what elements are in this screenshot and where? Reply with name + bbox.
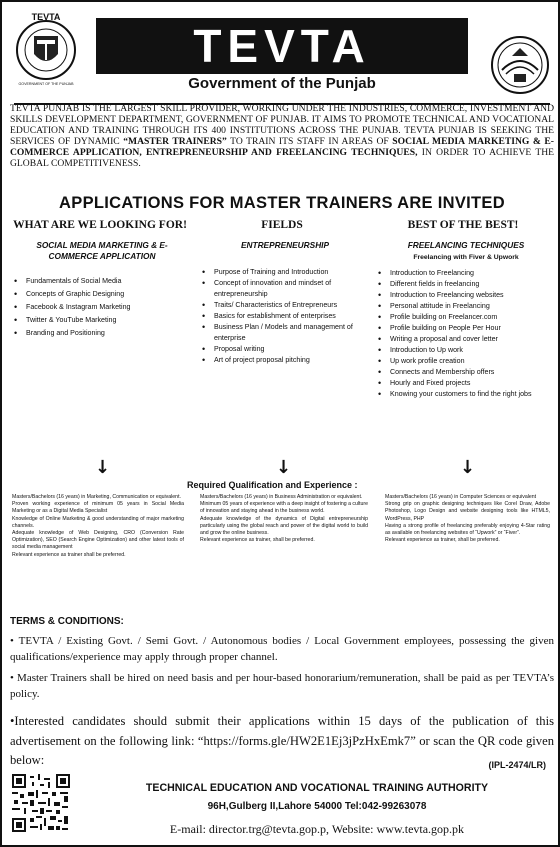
topic-item: • Basics for establishment of enterprises — [200, 311, 370, 322]
requirements-freelancing — [385, 494, 550, 544]
requirement-line: Having a strong profile of freelancing preferably enjoying 4-Star rating as available on freelancing websites of “Upwork” or “Fiver”. — [385, 522, 550, 537]
requirement-line: Relevant experience as trainer, shall be preferred. — [200, 537, 315, 544]
punjab-seal-icon — [488, 34, 552, 96]
topic-item: • Branding and Positioning — [12, 328, 192, 339]
term-application-link: •Interested candidates should submit their applications within 15 days of the publication of this advertisement on the following link: “https://forms.gle/HW2E1Ej3jPzHxEmk7” or scan the QR code given below: — [10, 714, 554, 767]
requirement-line: Knowledge of Online Marketing & good understanding of major marketing channels. — [12, 515, 184, 529]
page-title: TEVTA — [96, 18, 468, 74]
field-title: ENTREPRENEURSHIP — [240, 240, 330, 250]
topic-item: • Introduction to Up work — [376, 345, 556, 356]
topic-item: • Connects and Membership offers — [376, 367, 556, 378]
logo-text: TEVTA — [31, 12, 61, 22]
topic-item: • Twitter & YouTube Marketing — [12, 315, 192, 326]
requirement-line: Masters/Bachelors (16 years) in Marketing, Communication or equivalent. — [12, 494, 181, 500]
intro-bold-2: SOCIAL MEDIA MARKETING & E-COMMERCE APPLICATION, ENTREPRENEURSHIP AND FREELANCING TECHNIQUES, — [10, 136, 555, 159]
term-remuneration: • Master Trainers shall be hired on need basis and per hour-based honorarium/remuneration, shall be paid as per TEVTA’s policy. — [10, 672, 554, 700]
field-column-entrepreneurship — [200, 240, 370, 366]
column-heading-looking-for: WHAT ARE WE LOOKING FOR! — [13, 219, 187, 231]
field-column-freelancing — [376, 240, 556, 400]
topic-item: • Facebook & Instagram Marketing — [12, 302, 192, 313]
footer-contact: E-mail: director.trg@tevta.gop.p, Website: www.tevta.gop.pk — [169, 822, 465, 836]
requirement-line: Adequate knowledge of the dynamics of Digital entrepreneurship particularly using the global reach and power of the digital world to build and grow the online business. — [200, 515, 368, 537]
topic-item: • Up work profile creation — [376, 356, 556, 367]
down-arrow-icon: ↓ — [276, 457, 292, 478]
topic-item: • Purpose of Training and Introduction — [200, 267, 370, 278]
logo-ring-text: GOVERNMENT OF THE PUNJAB — [18, 82, 74, 86]
intro-paragraph — [10, 103, 554, 170]
topic-item: • Profile building on Freelancer.com — [376, 312, 556, 323]
column-heading-best: BEST OF THE BEST! — [407, 219, 519, 231]
topic-item: • Art of project proposal pitching — [200, 355, 370, 366]
topic-list — [12, 276, 192, 339]
qr-code-icon[interactable] — [12, 774, 70, 832]
topic-item: • Introduction to Freelancing websites — [376, 290, 556, 301]
intro-text-1: TEVTA PUNJAB IS THE LARGEST SKILL PROVIDER, WORKING UNDER THE INDUSTRIES, COMMERCE, INVESTMENT AND SKILLS DEVELOPMENT DEPARTMENT, GOVERNMENT OF PUNJAB. IT AIMS TO PROMOTE TECHNICAL AND VOCATIONAL EDUCATION AND TRAINING THROUGH ITS 400 INSTITUTIONS ACROSS THE PUNJAB. TEVTA PUNJAB IS SEEKING THE SERVICES OF DYNAMIC — [10, 103, 554, 148]
down-arrow-icon: ↓ — [460, 457, 476, 478]
field-title: FREELANCING TECHNIQUES — [407, 240, 525, 250]
page-subtitle: Government of the Punjab — [188, 75, 376, 92]
main-headline: APPLICATIONS FOR MASTER TRAINERS ARE INVITED — [59, 194, 505, 212]
footer-address: 96H,Gulberg II,Lahore 54000 Tel:042-99263078 — [207, 801, 427, 812]
requirement-line: Proven working experience of minimum 05 years in Social Media Marketing or as a Digital Media Specialist — [12, 501, 184, 515]
tevta-logo-icon — [14, 10, 78, 88]
requirement-line: Strong grip on graphic designing techniques like Corel Draw, Adobe Photoshop, Logo Design and website designing tools like HTML5, WordPress, PHP — [385, 501, 550, 522]
topic-item: • Traits/ Characteristics of Entrepreneurs — [200, 300, 370, 311]
requirement-line: Relevant experience as trainer, shall be preferred. — [385, 537, 500, 544]
requirement-line: Relevant experience as trainer shall be preferred. — [12, 551, 126, 558]
intro-bold-1: “MASTER TRAINERS” — [123, 136, 227, 148]
footer-organization: TECHNICAL EDUCATION AND VOCATIONAL TRAINING AUTHORITY — [145, 782, 489, 794]
requirement-line: Masters/Bachelors (16 years) in Business Administration or equivalent. — [200, 494, 363, 500]
field-subtitle: Freelancing with Fiver & Upwork — [413, 254, 519, 261]
requirement-line: Adequate knowledge of Web Designing, CRO (Conversion Rate Optimization), SEO (Search Engine Optimization) and other latest tools of social media management — [12, 530, 184, 551]
topic-item: • Concepts of Graphic Designing — [12, 289, 192, 300]
topic-item: • Different fields in freelancing — [376, 279, 556, 290]
column-heading-fields: FIELDS — [261, 219, 303, 231]
intro-text-3: IN ORDER TO ACHIEVE THE GLOBAL COMPETITIVENESS. — [10, 147, 554, 170]
intro-text-2: TO TRAIN ITS STAFF IN AREAS OF — [226, 136, 393, 148]
topic-list — [376, 268, 556, 400]
down-arrow-icon: ↓ — [95, 457, 111, 478]
requirements-heading: Required Qualification and Experience : — [187, 480, 358, 490]
field-column-social-media — [12, 240, 192, 341]
terms-heading: TERMS & CONDITIONS: — [10, 616, 124, 627]
topic-item: • Personal attitude in Freelancing — [376, 301, 556, 312]
topic-item: • Profile building on People Per Hour — [376, 323, 556, 334]
topic-item: • Introduction to Freelancing — [376, 268, 556, 279]
field-title: SOCIAL MEDIA MARKETING & E-COMMERCE APPLICATION — [36, 240, 168, 261]
topic-item: • Knowing your customers to find the right jobs — [376, 389, 556, 400]
topic-item: • Hourly and Fixed projects — [376, 378, 556, 389]
advert-reference: (IPL-2474/LR) — [488, 760, 546, 770]
requirements-social-media — [12, 494, 184, 559]
topic-item: • Fundamentals of Social Media — [12, 276, 192, 287]
requirement-line: Minimum 05 years of experience with a deep insight of fostering a culture of innovation and staying ahead in the business world. — [200, 501, 368, 515]
header — [10, 8, 554, 100]
requirement-line: Masters/Bachelors (16 years) in Computer Sciences or equivalent — [385, 494, 537, 500]
topic-list — [200, 267, 370, 366]
topic-item: • Proposal writing — [200, 344, 370, 355]
topic-item: • Business Plan / Models and management of enterprise — [200, 322, 370, 344]
term-eligibility: • TEVTA / Existing Govt. / Semi Govt. / Autonomous bodies / Local Government employees, possessing the given qualifications/experience may apply through proper channel. — [10, 635, 554, 663]
topic-item: • Writing a proposal and cover letter — [376, 334, 556, 345]
topic-item: • Concept of innovation and mindset of entrepreneurship — [200, 278, 370, 300]
requirements-entrepreneurship — [200, 494, 368, 544]
